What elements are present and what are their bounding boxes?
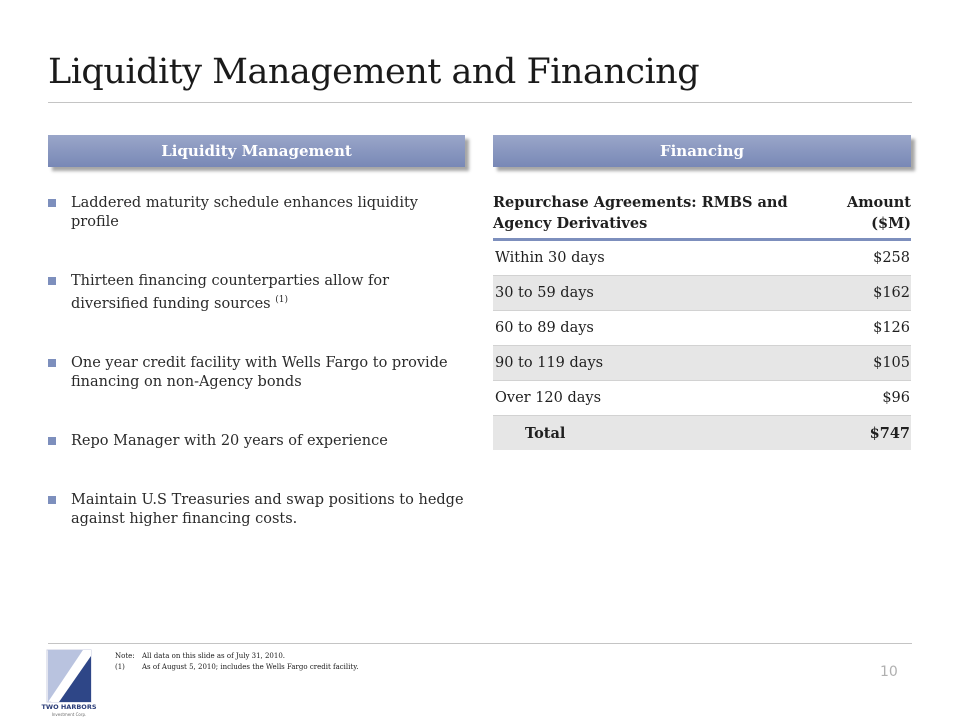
row-label: 30 to 59 days bbox=[495, 285, 594, 301]
table-header-row bbox=[493, 192, 911, 241]
total-label: Total bbox=[525, 424, 566, 442]
row-label: Within 30 days bbox=[495, 250, 605, 266]
total-amount: $747 bbox=[869, 424, 910, 442]
footer-divider bbox=[48, 643, 912, 644]
row-amount: $126 bbox=[873, 320, 910, 336]
footnote-text: All data on this slide as of July 31, 2010. bbox=[142, 652, 286, 660]
financing-header-label: Financing bbox=[659, 142, 745, 160]
row-amount: $258 bbox=[873, 250, 910, 266]
footnotes bbox=[115, 651, 358, 673]
financing-header bbox=[493, 135, 911, 167]
bullet-item bbox=[48, 272, 468, 314]
footnote-row bbox=[115, 662, 358, 673]
square-bullet-icon bbox=[48, 277, 56, 285]
table-row bbox=[493, 346, 911, 381]
row-label: 90 to 119 days bbox=[495, 355, 604, 371]
slide-title: Liquidity Management and Financing bbox=[48, 52, 700, 92]
bullet-text: One year credit facility with Wells Fargo to provide financing on non-Agency bonds bbox=[71, 354, 448, 390]
bullet-text: Repo Manager with 20 years of experience bbox=[71, 432, 388, 449]
footnote-text: As of August 5, 2010; includes the Wells Fargo credit facility. bbox=[142, 663, 359, 671]
financing-table bbox=[493, 192, 911, 450]
footnote-key: Note: bbox=[115, 652, 135, 660]
square-bullet-icon bbox=[48, 199, 56, 207]
footnote-key: (1) bbox=[115, 663, 125, 671]
footnote-marker: (1) bbox=[275, 295, 288, 305]
row-amount: $96 bbox=[882, 390, 910, 406]
liquidity-management-header bbox=[48, 135, 465, 167]
footnote-row bbox=[115, 651, 358, 662]
bullet-text: Maintain U.S Treasuries and swap positions to hedge against higher financing costs. bbox=[71, 491, 464, 527]
page-number: 10 bbox=[880, 664, 898, 680]
bullet-text: Thirteen financing counterparties allow for diversified funding sources bbox=[71, 273, 390, 312]
table-row bbox=[493, 381, 911, 416]
bullet-item bbox=[48, 491, 468, 529]
liquidity-management-header-label: Liquidity Management bbox=[161, 142, 352, 160]
two-harbors-logo-icon bbox=[33, 648, 105, 704]
bullet-item bbox=[48, 194, 468, 232]
square-bullet-icon bbox=[48, 359, 56, 367]
column-header-repurchase: Repurchase Agreements: RMBS and Agency Derivatives bbox=[493, 194, 788, 232]
square-bullet-icon bbox=[48, 496, 56, 504]
square-bullet-icon bbox=[48, 437, 56, 445]
table-total-row bbox=[493, 416, 911, 450]
row-label: Over 120 days bbox=[495, 390, 602, 406]
table-row bbox=[493, 241, 911, 276]
column-header-amount-line1: Amount bbox=[846, 194, 911, 211]
logo-wordmark: TWO HARBORS bbox=[41, 703, 97, 711]
column-header-amount-line2: ($M) bbox=[871, 215, 911, 232]
bullet-text: Laddered maturity schedule enhances liquidity profile bbox=[71, 195, 418, 230]
title-divider bbox=[48, 102, 912, 103]
row-label: 60 to 89 days bbox=[495, 320, 594, 336]
bullet-item bbox=[48, 432, 468, 451]
table-row bbox=[493, 276, 911, 311]
row-amount: $162 bbox=[873, 285, 910, 301]
logo-tagline: Investment Corp. bbox=[51, 712, 87, 717]
bullet-item bbox=[48, 354, 468, 392]
row-amount: $105 bbox=[873, 355, 910, 371]
table-row bbox=[493, 311, 911, 346]
column-header-amount bbox=[847, 192, 911, 234]
liquidity-bullet-list bbox=[48, 194, 468, 529]
